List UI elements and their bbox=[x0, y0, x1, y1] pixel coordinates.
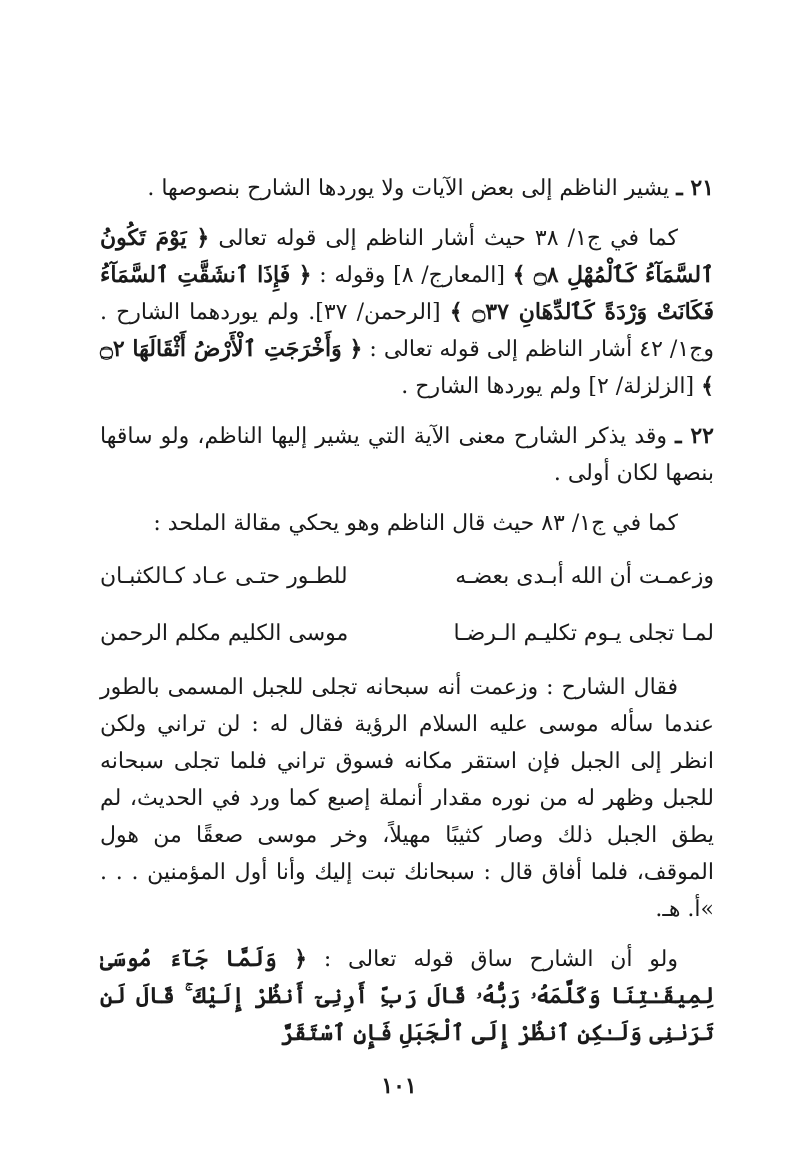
reference-maarij: [المعارج/ ٨] وقوله : bbox=[319, 263, 505, 288]
poem-verse-1-first-hemistich: وزعمـت أن الله أبـدى بعضـه bbox=[455, 564, 714, 589]
quran-verse-araf-143: ﴿ وَلَمَّا جَآءَ مُوسَىٰ لِمِيقَـٰتِنَا وَكَلَّمَهُۥ رَبُّهُۥ قَالَ رَبِّ أَرِنِىٓ أَنظُرْ إِلَيْكَ ۚ قَالَ لَن تَرَىٰنِى وَلَـٰكِنِ ٱنظُرْ إِلَى ٱلْجَبَلِ فَإِنِ ٱسْتَقَرَّ bbox=[100, 946, 714, 1046]
quran-verse-rahman-37: ﴿ فَإِذَا ٱنشَقَّتِ ٱلسَّمَآءُ فَكَانَتْ وَرْدَةً كَٱلدِّهَانِ ۝٣٧ ﴾ bbox=[100, 262, 714, 325]
poem-verse-1 bbox=[100, 555, 714, 599]
paragraph-4 bbox=[100, 941, 714, 1052]
paragraph-1 bbox=[100, 220, 714, 405]
note-22-number: ٢٢ ـ bbox=[675, 423, 714, 449]
note-21-number: ٢١ ـ bbox=[676, 175, 714, 201]
paragraph-2: كما في ج١/ ٨٣ حيث قال الناظم وهو يحكي مقالة الملحد : bbox=[153, 511, 678, 536]
note-22 bbox=[100, 418, 714, 492]
reference-rahman: [الرحمن/ ٣٧]. ولم يوردهما الشارح . وج١/ ٤٢ أشار الناظم إلى قوله تعالى : bbox=[100, 300, 714, 362]
note-21 bbox=[100, 170, 714, 207]
paragraph-1-intro: كما في ج١/ ٣٨ حيث أشار الناظم إلى قوله تعالى bbox=[218, 226, 679, 251]
poem-verse-2-second-hemistich: موسى الكليم مكلم الرحمن bbox=[100, 621, 349, 646]
page-body bbox=[100, 170, 714, 1065]
poem-verse-1-second-hemistich: للطـور حتـى عـاد كـالكثبـان bbox=[100, 564, 348, 589]
poem-verse-2-first-hemistich: لمـا تجلى يـوم تكليـم الـرضـا bbox=[453, 621, 714, 646]
note-21-text: يشير الناظم إلى بعض الآيات ولا يوردها الشارح بنصوصها . bbox=[147, 176, 670, 201]
note-22-text: وقد يذكر الشارح معنى الآية التي يشير إليها الناظم، ولو ساقها بنصها لكان أولى . bbox=[100, 424, 714, 486]
poem-verse-2 bbox=[100, 612, 714, 656]
quran-verse-zalzala-2: ﴿ وَأَخْرَجَتِ ٱلْأَرْضُ أَثْقَالَهَا ۝٢ ﴾ bbox=[100, 336, 714, 399]
quran-verse-maarij-8: ﴿ يَوْمَ تَكُونُ ٱلسَّمَآءُ كَٱلْمُهْلِ ۝٨ ﴾ bbox=[100, 225, 714, 288]
paragraph-3: فقال الشارح : وزعمت أنه سبحانه تجلى للجبل المسمى بالطور عندما سأله موسى عليه السلام الرؤية فقال له : لن تراني ولكن انظر إلى الجبل فإن استقر مكانه فسوق تراني فلما تجلى سبحانه للجبل وظهر له من نوره مقدار أنملة إصبع كما ورد في الحديث، لم يطق الجبل ذلك وصار كثيبًا مهيلاً، وخر موسى صعقًا من هول الموقف، فلما أفاق قال : سبحانك تبت إليك وأنا أول المؤمنين . . . »أ. هـ. bbox=[100, 675, 714, 922]
paragraph-4-intro: ولو أن الشارح ساق قوله تعالى : bbox=[323, 947, 678, 972]
reference-zalzala: [الزلزلة/ ٢] ولم يوردها الشارح . bbox=[401, 374, 695, 399]
page-number: ١٠١ bbox=[381, 1073, 417, 1099]
